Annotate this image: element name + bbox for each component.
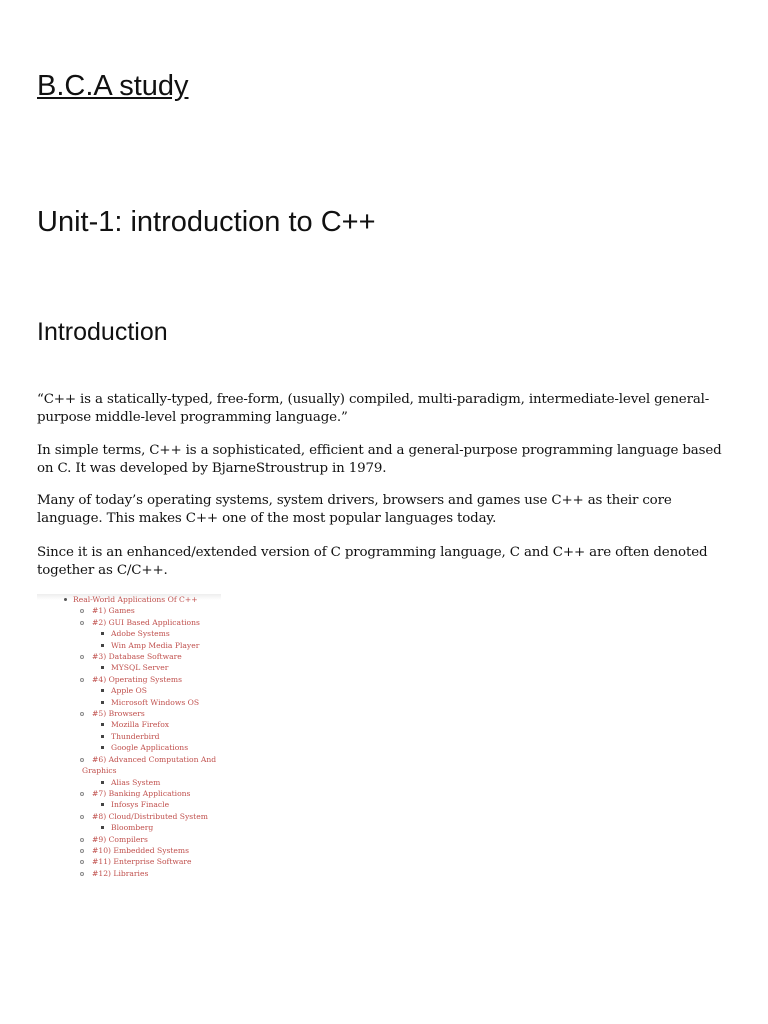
square-bullet-icon (101, 701, 104, 704)
toc-link[interactable]: Google Applications (111, 743, 189, 753)
toc-item[interactable] (37, 834, 221, 845)
unit-title: Unit-1: introduction to C++ (37, 206, 376, 238)
toc-item[interactable] (37, 674, 221, 685)
circle-bullet-icon (80, 712, 84, 716)
section-title: Introduction (37, 318, 168, 346)
toc-item[interactable] (37, 617, 221, 628)
toc-item[interactable] (37, 856, 221, 867)
toc-item[interactable] (37, 708, 221, 719)
toc-item[interactable] (37, 788, 221, 799)
square-bullet-icon (101, 735, 104, 738)
toc-subitem[interactable] (37, 731, 221, 742)
circle-bullet-icon (80, 758, 84, 762)
toc-link[interactable]: #10) Embedded Systems (92, 845, 190, 855)
toc-subitem[interactable] (37, 822, 221, 833)
toc-link[interactable]: #7) Banking Applications (92, 788, 191, 798)
toc-link[interactable]: Microsoft Windows OS (111, 697, 200, 707)
square-bullet-icon (101, 781, 104, 784)
toc-subitem[interactable] (37, 685, 221, 696)
toc-item[interactable] (37, 605, 221, 616)
toc-link[interactable]: Mozilla Firefox (111, 720, 170, 730)
toc-link[interactable]: #8) Cloud/Distributed System (92, 811, 208, 821)
toc-link[interactable]: #4) Operating Systems (92, 674, 182, 684)
toc-subitem[interactable] (37, 777, 221, 788)
toc-subitem[interactable] (37, 742, 221, 753)
circle-bullet-icon (80, 655, 84, 659)
square-bullet-icon (101, 803, 104, 806)
toc-item[interactable] (37, 811, 221, 822)
toc-link[interactable]: Infosys Finacle (111, 800, 170, 810)
toc-item[interactable] (37, 845, 221, 856)
toc-link[interactable]: #1) Games (92, 606, 135, 616)
site-title[interactable]: B.C.A study (37, 70, 189, 102)
circle-bullet-icon (80, 609, 84, 613)
toc-subitem[interactable] (37, 662, 221, 673)
circle-bullet-icon (80, 838, 84, 842)
square-bullet-icon (101, 666, 104, 669)
toc-item[interactable] (37, 651, 221, 662)
square-bullet-icon (101, 746, 104, 749)
square-bullet-icon (101, 632, 104, 635)
square-bullet-icon (101, 644, 104, 647)
circle-bullet-icon (80, 678, 84, 682)
toc-link[interactable]: #9) Compilers (92, 834, 148, 844)
toc-link[interactable]: Adobe Systems (111, 629, 170, 639)
toc-root-item[interactable] (37, 594, 221, 605)
toc-item[interactable] (37, 754, 221, 777)
square-bullet-icon (101, 689, 104, 692)
toc-item[interactable] (37, 868, 221, 879)
circle-bullet-icon (80, 621, 84, 625)
toc-link[interactable]: Bloomberg (111, 823, 154, 833)
toc-link[interactable]: Thunderbird (111, 731, 160, 741)
square-bullet-icon (101, 723, 104, 726)
toc-link[interactable]: #6) Advanced Computation And (92, 754, 217, 764)
circle-bullet-icon (80, 815, 84, 819)
toc-subitem[interactable] (37, 799, 221, 810)
toc-link[interactable]: Real-World Applications Of C++ (73, 595, 198, 604)
toc-link[interactable]: MYSQL Server (111, 663, 169, 673)
toc-link[interactable]: #5) Browsers (92, 709, 145, 719)
toc-link[interactable]: Apple OS (111, 686, 147, 696)
paragraph-simple-terms: In simple terms, C++ is a sophisticated, efficient and a general-purpose programming language based on C. It was developed by BjarneStroustrup in 1979. (37, 443, 722, 476)
circle-bullet-icon (80, 860, 84, 864)
toc-link[interactable]: Win Amp Media Player (111, 640, 200, 650)
toc-list (37, 594, 221, 879)
circle-bullet-icon (80, 872, 84, 876)
bullet-icon (64, 598, 67, 601)
toc-link[interactable]: #12) Libraries (92, 868, 149, 878)
toc-link[interactable]: #2) GUI Based Applications (92, 617, 200, 627)
toc-link[interactable]: #11) Enterprise Software (92, 857, 192, 867)
paragraph-definition: “C++ is a statically-typed, free-form, (usually) compiled, multi-paradigm, intermediate-level general-purpose middle-level programming language.” (37, 392, 710, 425)
circle-bullet-icon (80, 792, 84, 796)
paragraph-usage: Many of today’s operating systems, system drivers, browsers and games use C++ as their core language. This makes C++ one of the most popular languages today. (37, 493, 672, 526)
toc-link[interactable]: Alias System (111, 777, 161, 787)
square-bullet-icon (101, 826, 104, 829)
paragraph-c-cpp: Since it is an enhanced/extended version of C programming language, C and C++ are often denoted together as C/C++. (37, 545, 708, 578)
circle-bullet-icon (80, 849, 84, 853)
toc-subitem[interactable] (37, 628, 221, 639)
table-of-contents-image (37, 594, 221, 884)
toc-subitem[interactable] (37, 719, 221, 730)
toc-subitem[interactable] (37, 640, 221, 651)
toc-link[interactable]: #3) Database Software (92, 652, 182, 662)
toc-link-continuation[interactable]: Graphics (82, 766, 117, 776)
toc-subitem[interactable] (37, 697, 221, 708)
